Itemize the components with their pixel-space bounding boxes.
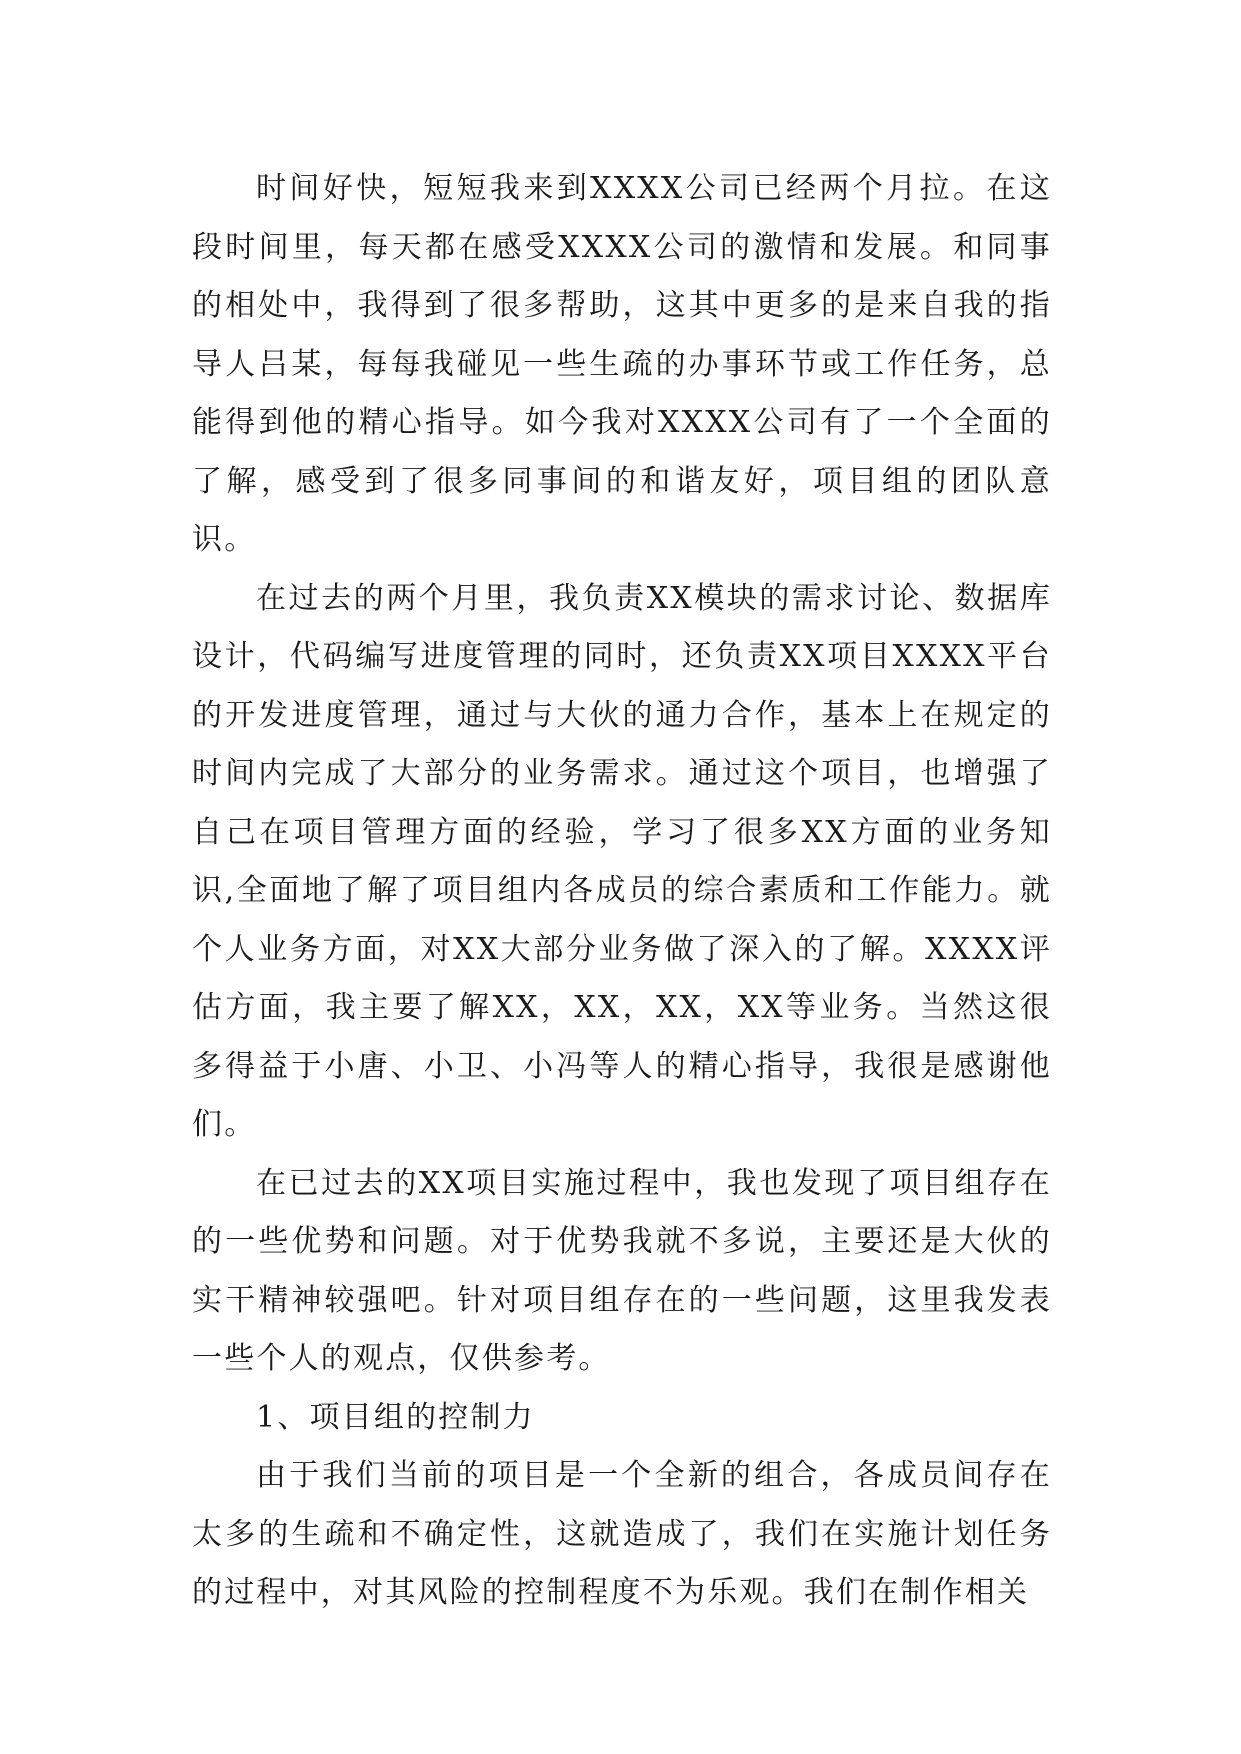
paragraph-control: 由于我们当前的项目是一个全新的组合，各成员间存在太多的生疏和不确定性，这就造成了，我们在实施计划任务的过程中，对其风险的控制程度不为乐观。我们在制作相关 <box>192 1458 1052 1610</box>
document-body <box>192 160 1052 1623</box>
paragraph-work-summary: 在过去的两个月里，我负责XX模块的需求讨论、数据库设计，代码编写进度管理的同时，还负责XX项目XXXX平台的开发进度管理，通过与大伙的通力合作，基本上在规定的时间内完成了大部分的业务需求。通过这个项目，也增强了自己在项目管理方面的经验，学习了很多XX方面的业务知识,全面地了解了项目组内各成员的综合素质和工作能力。就个人业务方面，对XX大部分业务做了深入的了解。XXXX评估方面，我主要了解XX，XX，XX，XX等业务。当然这很多得益于小唐、小卫、小冯等人的精心指导，我很是感谢他们。 <box>192 580 1052 1142</box>
paragraph-intro: 时间好快，短短我来到XXXX公司已经两个月拉。在这段时间里，每天都在感受XXXX公司的激情和发展。和同事的相处中，我得到了很多帮助，这其中更多的是来自我的指导人吕某，每每我碰见一些生疏的办事环节或工作任务，总能得到他的精心指导。如今我对XXXX公司有了一个全面的了解，感受到了很多同事间的和谐友好，项目组的团队意识。 <box>192 171 1052 557</box>
section-heading: 1、项目组的控制力 <box>256 1399 535 1435</box>
paragraph-observations: 在已过去的XX项目实施过程中，我也发现了项目组存在的一些优势和问题。对于优势我就不多说，主要还是大伙的实干精神较强吧。针对项目组存在的一些问题，这里我发表一些个人的观点，仅供参考。 <box>192 1165 1052 1376</box>
